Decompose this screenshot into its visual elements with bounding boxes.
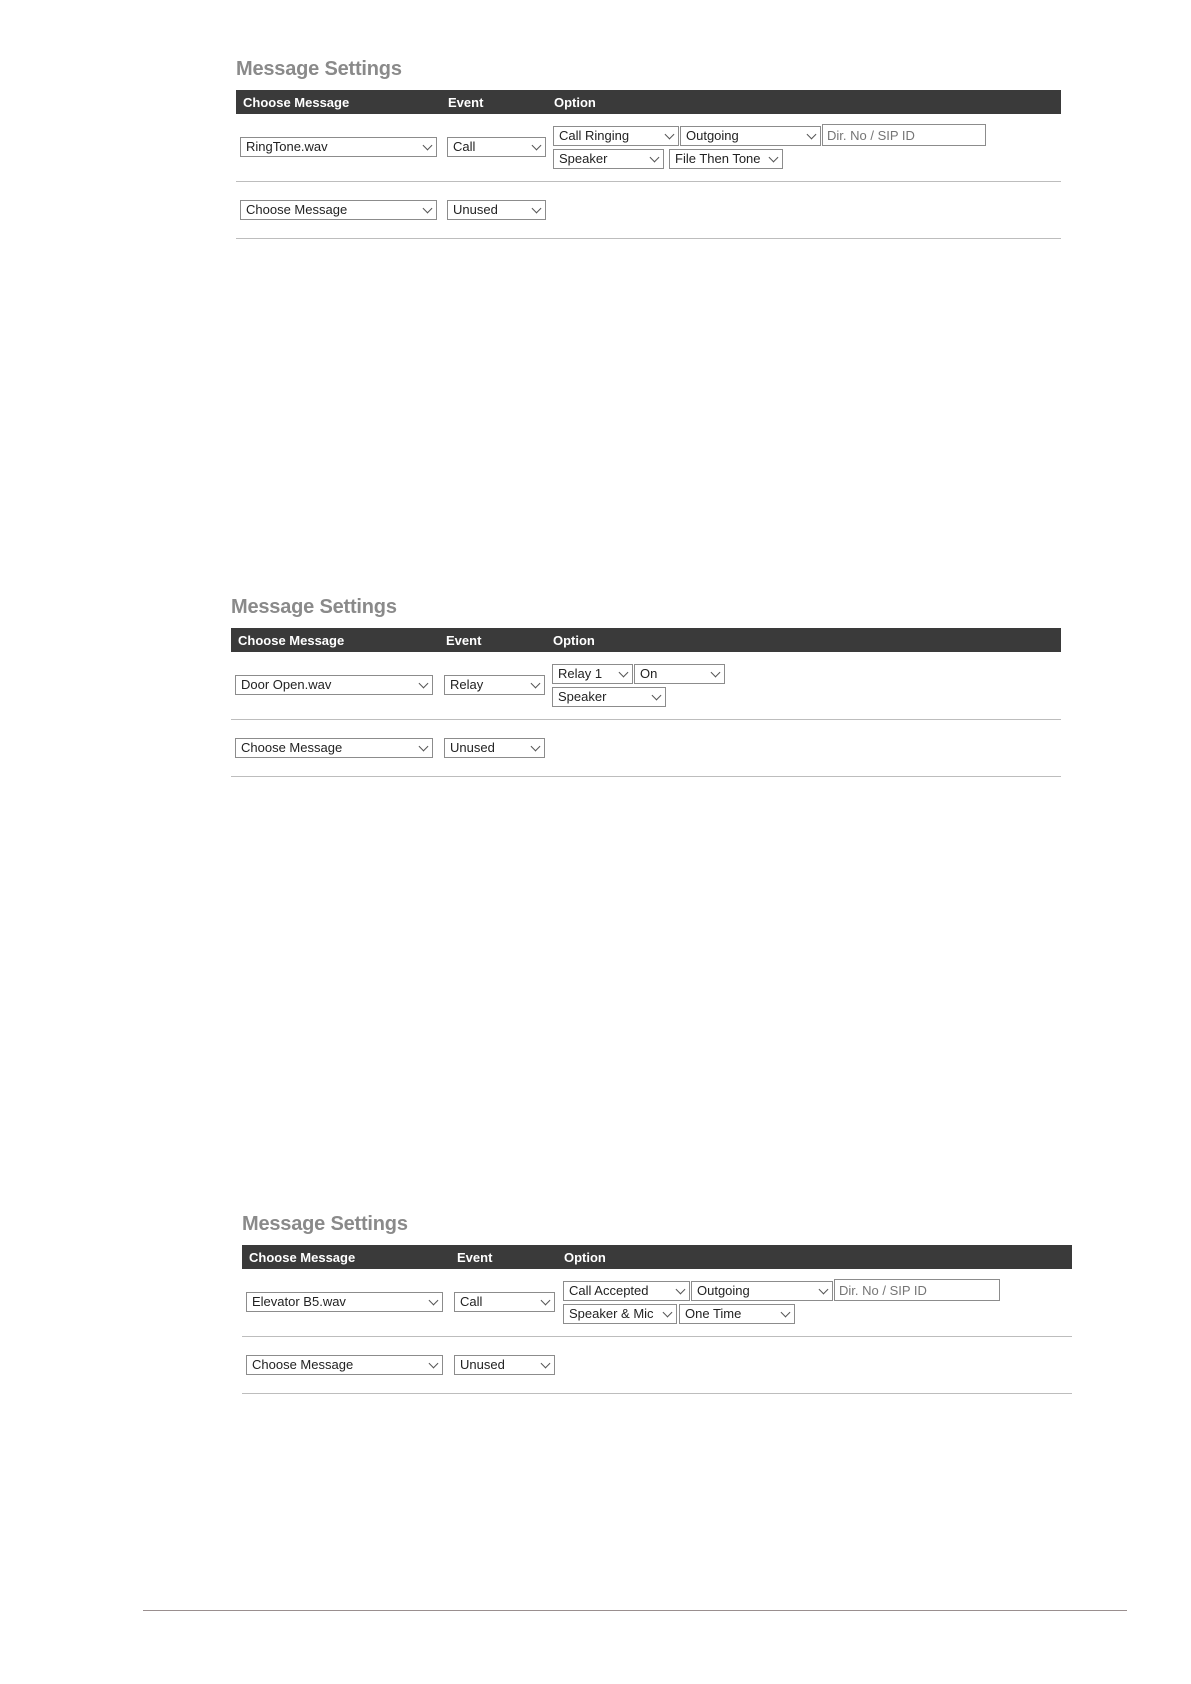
dir-no-sip-id-input[interactable] bbox=[822, 124, 986, 146]
message-select[interactable]: Choose Message bbox=[235, 738, 433, 758]
output-select[interactable]: Speaker & Mic bbox=[563, 1304, 677, 1324]
chevron-down-icon bbox=[423, 141, 433, 151]
trigger-select[interactable]: Call Ringing bbox=[553, 126, 679, 146]
chevron-down-icon bbox=[711, 668, 721, 678]
message-settings-panel-2 bbox=[231, 594, 1061, 779]
column-header-message: Choose Message bbox=[243, 95, 350, 110]
row-divider bbox=[231, 776, 1061, 777]
message-select[interactable]: Elevator B5.wav bbox=[246, 1292, 443, 1312]
column-header-option: Option bbox=[553, 633, 595, 648]
chevron-down-icon bbox=[541, 1296, 551, 1306]
chevron-down-icon bbox=[419, 679, 429, 689]
column-header-message: Choose Message bbox=[249, 1250, 356, 1265]
event-select[interactable]: Unused bbox=[444, 738, 545, 758]
row-divider bbox=[236, 181, 1061, 182]
chevron-down-icon bbox=[819, 1285, 829, 1295]
message-select[interactable]: RingTone.wav bbox=[240, 137, 437, 157]
dir-no-sip-id-input[interactable] bbox=[834, 1279, 1000, 1301]
column-header-option: Option bbox=[564, 1250, 606, 1265]
message-select[interactable]: Choose Message bbox=[240, 200, 437, 220]
message-select[interactable]: Choose Message bbox=[246, 1355, 443, 1375]
row-divider bbox=[231, 719, 1061, 720]
direction-select[interactable]: Outgoing bbox=[680, 126, 821, 146]
table-header bbox=[236, 90, 1061, 114]
event-select[interactable]: Unused bbox=[447, 200, 546, 220]
message-settings-panel-3 bbox=[242, 1211, 1072, 1396]
chevron-down-icon bbox=[423, 204, 433, 214]
column-header-event: Event bbox=[448, 95, 484, 110]
panel-title: Message Settings bbox=[242, 1213, 408, 1235]
row-divider bbox=[242, 1336, 1072, 1337]
mode-select[interactable]: File Then Tone bbox=[669, 149, 783, 169]
table-header bbox=[242, 1245, 1072, 1269]
chevron-down-icon bbox=[429, 1296, 439, 1306]
message-select[interactable]: Door Open.wav bbox=[235, 675, 433, 695]
event-select[interactable]: Relay bbox=[444, 675, 545, 695]
chevron-down-icon bbox=[676, 1285, 686, 1295]
chevron-down-icon bbox=[531, 679, 541, 689]
panel-title: Message Settings bbox=[231, 596, 397, 618]
event-select[interactable]: Call bbox=[454, 1292, 555, 1312]
column-header-option: Option bbox=[554, 95, 596, 110]
chevron-down-icon bbox=[429, 1359, 439, 1369]
direction-select[interactable]: Outgoing bbox=[691, 1281, 833, 1301]
column-header-event: Event bbox=[457, 1250, 493, 1265]
chevron-down-icon bbox=[781, 1308, 791, 1318]
chevron-down-icon bbox=[652, 691, 662, 701]
chevron-down-icon bbox=[419, 742, 429, 752]
event-select[interactable]: Call bbox=[447, 137, 546, 157]
chevron-down-icon bbox=[769, 153, 779, 163]
chevron-down-icon bbox=[532, 204, 542, 214]
chevron-down-icon bbox=[531, 742, 541, 752]
row-divider bbox=[242, 1393, 1072, 1394]
chevron-down-icon bbox=[650, 153, 660, 163]
column-header-message: Choose Message bbox=[238, 633, 345, 648]
output-select[interactable]: Speaker bbox=[553, 149, 664, 169]
mode-select[interactable]: One Time bbox=[679, 1304, 795, 1324]
chevron-down-icon bbox=[807, 130, 817, 140]
event-select[interactable]: Unused bbox=[454, 1355, 555, 1375]
column-header-event: Event bbox=[446, 633, 482, 648]
relay-select[interactable]: Relay 1 bbox=[552, 664, 633, 684]
table-header bbox=[231, 628, 1061, 652]
relay-state-select[interactable]: On bbox=[634, 664, 725, 684]
chevron-down-icon bbox=[663, 1308, 673, 1318]
chevron-down-icon bbox=[619, 668, 629, 678]
page-footer-divider bbox=[143, 1610, 1127, 1611]
chevron-down-icon bbox=[541, 1359, 551, 1369]
chevron-down-icon bbox=[665, 130, 675, 140]
row-divider bbox=[236, 238, 1061, 239]
panel-title: Message Settings bbox=[236, 58, 402, 80]
message-settings-panel-1 bbox=[236, 56, 1061, 241]
output-select[interactable]: Speaker bbox=[552, 687, 666, 707]
chevron-down-icon bbox=[532, 141, 542, 151]
trigger-select[interactable]: Call Accepted bbox=[563, 1281, 690, 1301]
